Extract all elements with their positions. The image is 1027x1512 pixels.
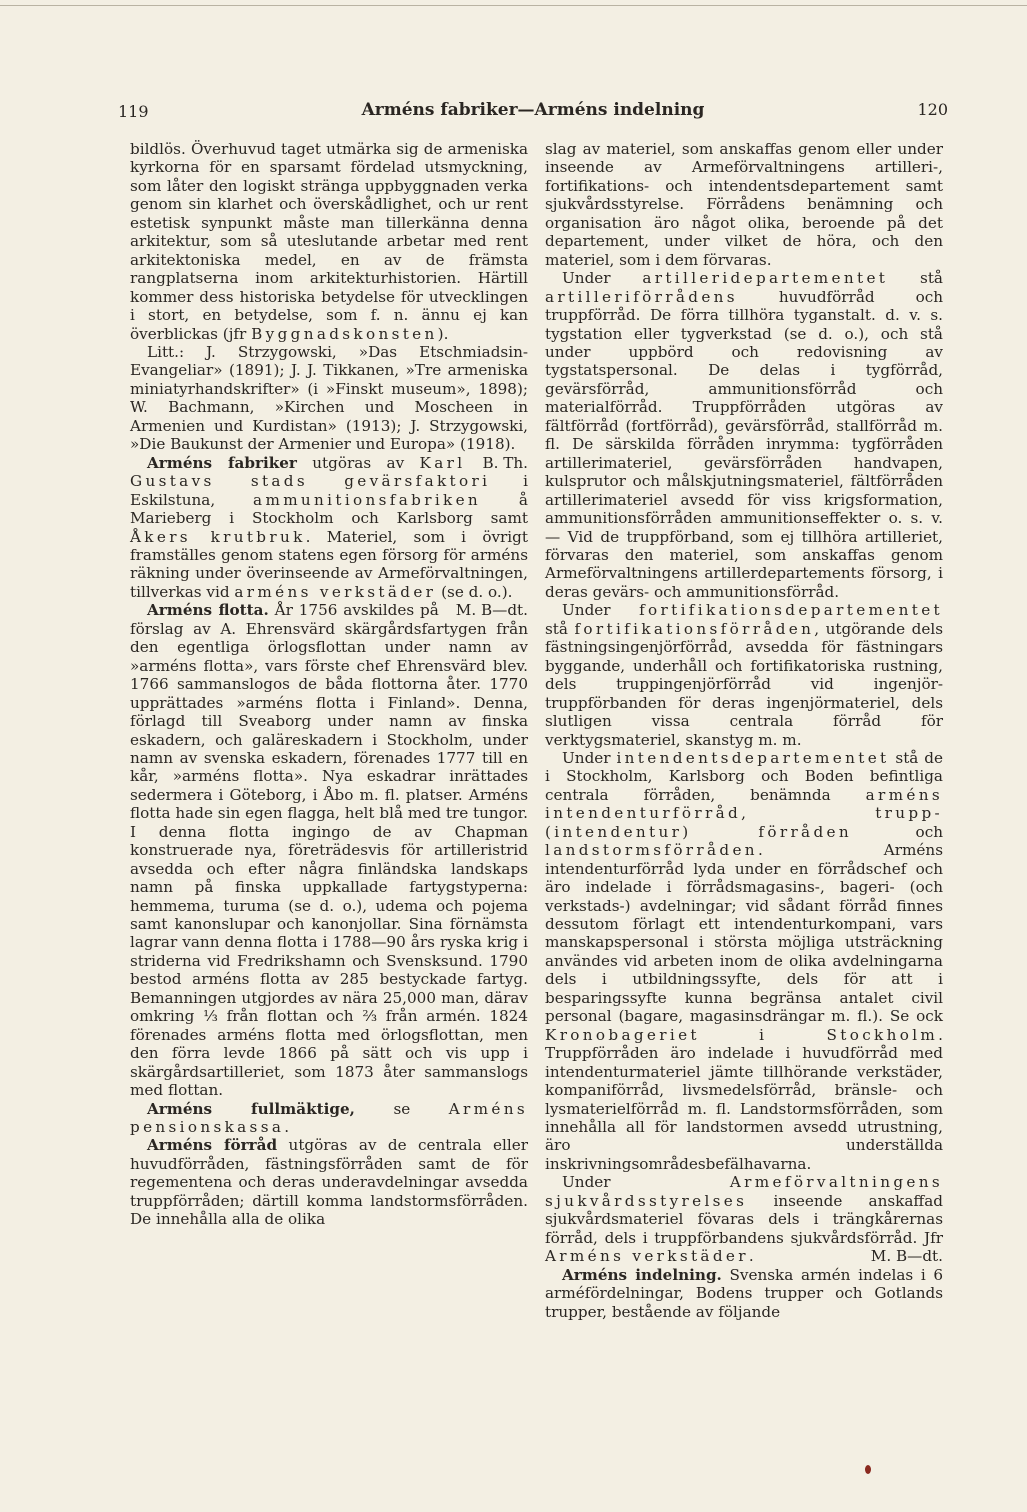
left-column bbox=[130, 140, 528, 1229]
entry-heading: Arméns förråd bbox=[147, 1136, 278, 1155]
entry-armens-fabriker: Arméns fabriker utgöras av Karl Gustavs stads gevärsfaktori i Eskilstuna, ammunitionsfabriken å Marieberg i Stockholm och Karlsborg samt Åkers krutbruk. Materiel, som i övrigt framställes genom statens egen försorg för arméns räkning under överinseende av Armeförvaltningen, tillverkas vid arméns verkstäder (se d. o.). M. B—dt. bbox=[130, 453, 529, 620]
entry-armens-flotta: Arméns flotta. År 1756 avskildes på förslag av A. Ehrensvärd skärgårdsfartygen från den egentliga örlogsflottan under namn av »arméns flotta», vars förste chef Ehrensvärd blev. 1766 sammanslogos de båda flottorna åter. 1770 upprättades »arméns flotta i Finland». Denna, förlagd till Sveaborg under namn av finska eskadern, och galäreskadern i Stockholm, under namn av svenska eskadern, förenades 1777 till en kår, »arméns flotta». Nya eskadrar inrättades sedermera i Göteborg, i Åbo m. fl. platser. Arméns flotta hade sin egen flagga, helt blå med tre tungor. I denna flotta ingingo de av Chapman konstruerade nya, företrädesvis för artilleristrid avsedda och efter några finländska landskaps namn på finska uppkallade fartygstyperna: hemmema, turuma (se d. o.), udema och pojema samt kanonslupar och kanonjollar. Sina förnämsta lagrar vann denna flotta i 1788—90 års ryska krig i striderna vid Fredrikshamn och Svensksund. 1790 bestod arméns flotta av 285 bestyckade fartyg. Bemanningen utgjordes av nära 25,000 man, därav omkring ⅓ från flottan och ⅔ från armén. 1824 förenades arméns flotta med örlogsflottan, men den förra levde 1866 på sätt och vis upp i skärgårdsartilleriet, som 1873 åter sammanslogs med flottan. bbox=[130, 601, 528, 1100]
running-header bbox=[118, 100, 948, 126]
page-number-left: 119 bbox=[118, 102, 149, 121]
author-signature: M. B—dt. bbox=[870, 1247, 943, 1266]
ink-spot bbox=[865, 1465, 871, 1474]
paragraph-forrad-continued: slag av materiel, som anskaffas genom eller under inseende av Armeförvaltningens artilleri-, fortifikations- och intendentsdepartement samt sjukvårdsstyrelse. Förrådens benämning och organisation äro något olika, beroende på det departement, under vilket de höra, och den materiel, som i dem förvaras. bbox=[545, 140, 943, 269]
page-number-right: 120 bbox=[917, 100, 948, 119]
entry-heading: Arméns fabriker bbox=[147, 453, 297, 472]
paragraph-armenian-churches: bildlös. Överhuvud taget utmärka sig de armeniska kyrkorna för en sparsamt fördelad utsmyckning, som låter den logiskt stränga uppbyggnaden verka genom sin klarhet och överskådlighet, och ur rent estetisk synpunkt måste man tillerkänna denna arkitektur, som så uteslutande arbetar med rent arkitektoniska medel, en av de främsta rangplatserna inom arkitekturhistorien. Härtill kommer dess historiska betydelse för utvecklingen i stort, en betydelse, som f. n. ännu ej kan överblickas (jfr Byggnadskonsten). bbox=[130, 140, 528, 343]
right-column bbox=[545, 140, 943, 1321]
running-title: Arméns fabriker—Arméns indelning bbox=[361, 100, 705, 120]
paragraph-intendent: Under intendentsdepartementet stå de i Stockholm, Karlsborg och Boden befintliga centrala förråden, benämnda arméns intendenturförråd, trupp-(intendentur) förråden och landstormsförråden. Arméns intendenturförråd lyda under en förrådschef och äro indelade i förrådsmagasins-, bageri- (och verkstads-) avdelningar; vid sådant förråd finnes dessutom förlagt ett intendenturkompani, vars manskapspersonal i största möjliga utsträckning användes vid arbeten inom de olika avdelningarna dels i utbildningssyfte, dels för att i besparingssyfte kunna begränsa antalet civil personal (bagare, magasinsdrängar m. fl.). Se ock Kronobageriet i Stockholm. Truppförråden äro indelade i huvudförråd med intendenturmateriel jämte tillhörande verkstäder, kompaniförråd, livsmedelsförråd, bränsle- och lysmaterielförråd m. fl. Landstormsförråden, som innehålla all för landstormen avsedd utrustning, äro underställda inskrivningsområdesbefälhavarna. bbox=[545, 748, 943, 1173]
entry-armens-fullmaktige: Arméns fullmäktige, se Arméns pensionskassa. bbox=[130, 1099, 528, 1137]
entry-heading: Arméns indelning. bbox=[562, 1265, 722, 1284]
entry-heading: Arméns fullmäktige, bbox=[147, 1099, 355, 1118]
entry-armens-forrad: Arméns förråd utgöras av de centrala eller huvudförråden, fästningsförråden samt de för regementena och deras underavdelningar avsedda truppförråden; därtill komma landstormsförråden. De innehålla alla de olika bbox=[130, 1136, 528, 1229]
author-signature: M. B—dt. bbox=[455, 601, 528, 620]
entry-heading: Arméns flotta. bbox=[147, 601, 269, 620]
cross-reference: Byggnadskonsten bbox=[251, 324, 438, 343]
paragraph-fortifikation: Under fortifikationsdepartementet stå fortifikationsförråden, utgörande dels fästningsingenjörförråd, avsedda för fästningars byggande, underhåll och fortifikatoriska rustning, dels truppingenjörförråd vid ingenjör-truppförbanden för deras ingenjörmateriel, dels slutligen vissa centrala förråd för verktygsmateriel, skanstyg m. m. bbox=[545, 601, 943, 749]
entry-armens-indelning: Arméns indelning. Svenska armén indelas i 6 arméfördelningar, Bodens trupper och Gotlands trupper, bestående av följande bbox=[545, 1265, 943, 1321]
paragraph-sjukvard: Under Armeförvaltningens sjukvårdsstyrelses inseende anskaffad sjukvårdsmateriel fövaras dels i trängkårernas förråd, dels i truppförbandens sjukvårdsförråd. Jfr Arméns verkstäder. M. B—dt. bbox=[545, 1173, 943, 1266]
top-border-rule bbox=[0, 5, 1027, 6]
author-signature: B. Th. bbox=[482, 453, 528, 472]
paragraph-literature: Litt.: J. Strzygowski, »Das Etschmiadsin-Evangeliar» (1891); J. J. Tikkanen, »Tre armeniska miniatyrhandskrifter» (i »Finskt museum», 1898); W. Bachmann, »Kirchen und Moscheen in Armenien und Kurdistan» (1913); J. Strzygowski, »Die Baukunst der Armenier und Europa» (1918). B. Th. bbox=[130, 342, 528, 472]
paragraph-artilleri: Under artilleridepartementet stå artilleriförrådens huvudförråd och truppförråd. De förra tillhöra tyganstalt. d. v. s. tygstation eller tygverkstad (se d. o.), och stå under uppbörd och redovisning av tygstatspersonal. De delas i tygförråd, gevärsförråd, ammunitionsförråd och materialförråd. Truppförråden utgöras av fältförråd (fortförråd), gevärsförråd, stallförråd m. fl. De särskilda förråden inrymma: tygförråden artillerimateriel, gevärsförråden handvapen, kulsprutor och målskjutningsmateriel, fältförråden artillerimateriel avsedd för viss krigsformation, ammunitionsförråden ammunitionseffekter o. s. v. — Vid de truppförband, som ej tillhöra artilleriet, förvaras den materiel, som anskaffas genom Armeförvaltningens artillerdepartements försorg, i deras gevärs- och ammunitionsförråd. bbox=[545, 269, 943, 601]
